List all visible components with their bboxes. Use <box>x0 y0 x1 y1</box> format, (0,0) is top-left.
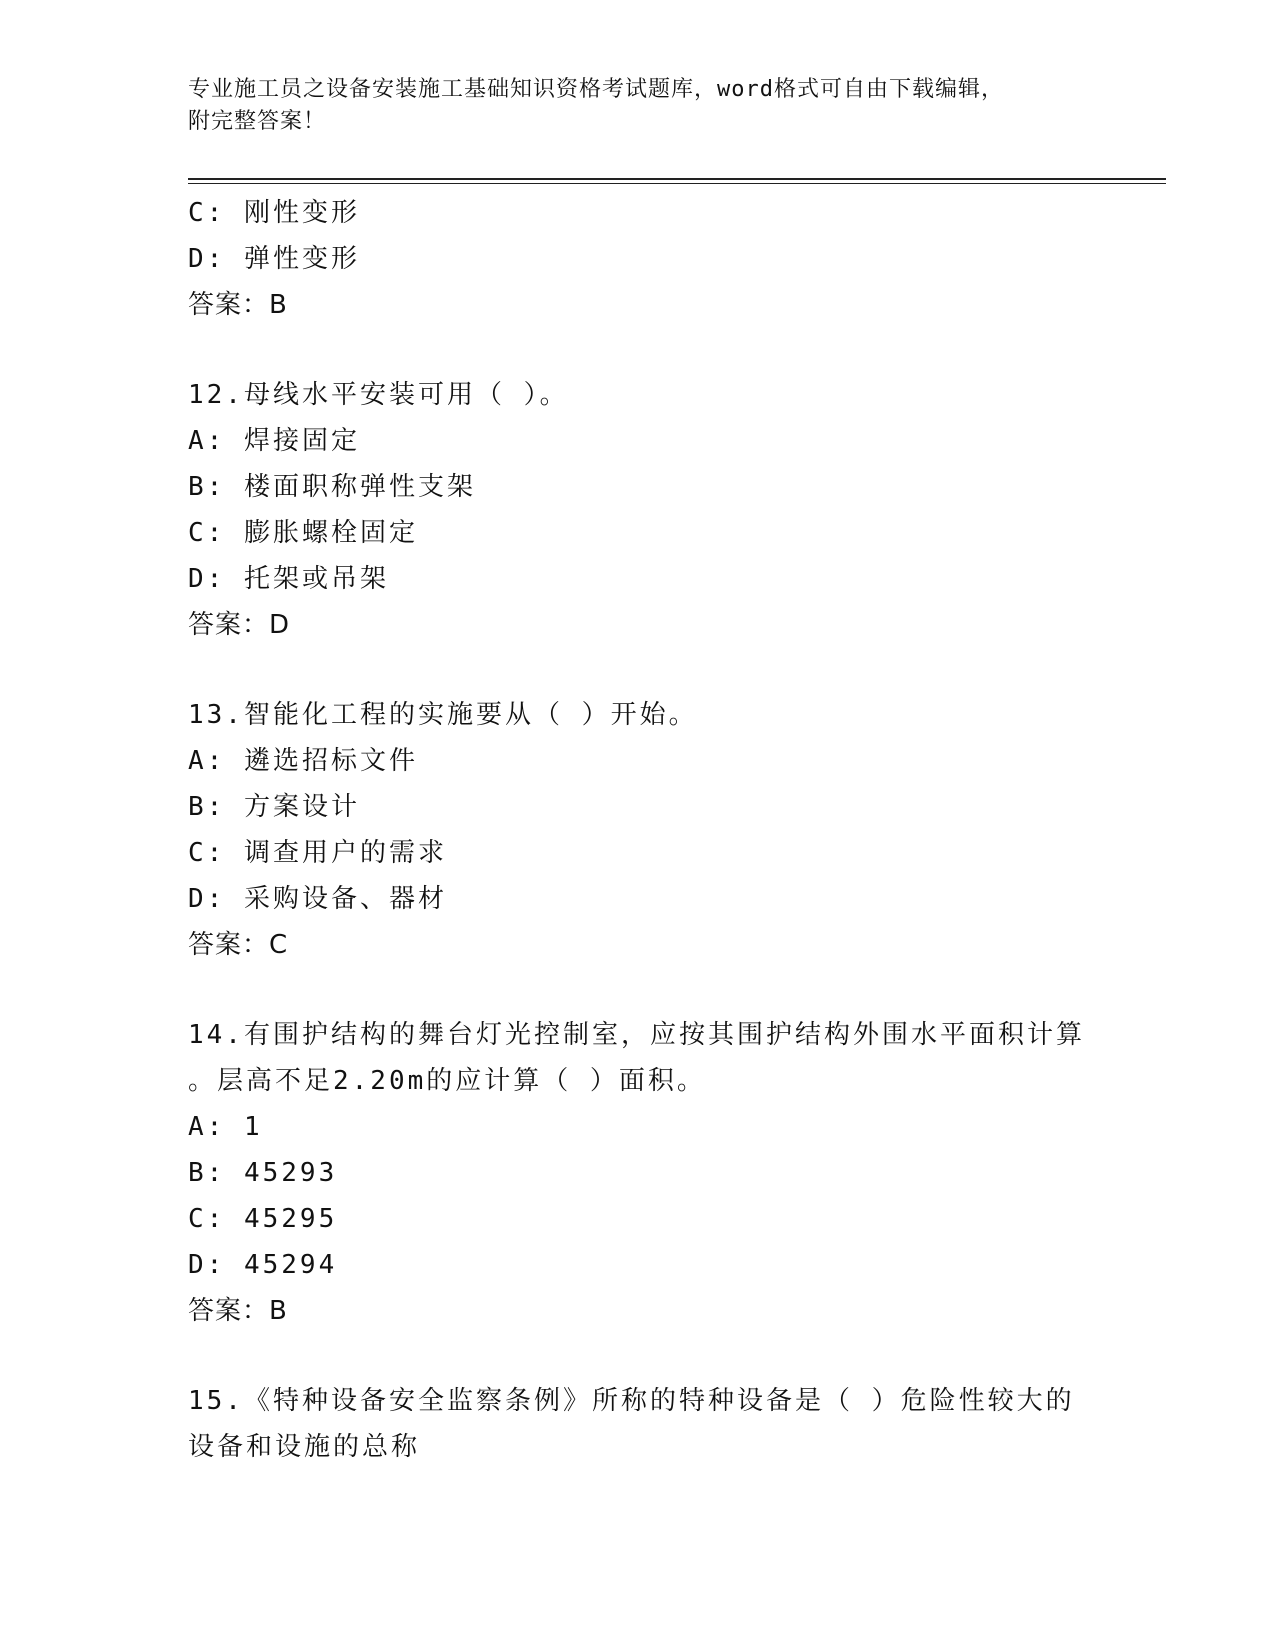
question-stem-line-2: 设备和设施的总称 <box>188 1432 421 1462</box>
option-c: C: 刚性变形 <box>188 198 360 228</box>
question-stem-line-2: 。层高不足2.20m的应计算（ ）面积。 <box>188 1066 706 1096</box>
option-d: D: 弹性变形 <box>188 244 360 274</box>
option-b: B: 楼面职称弹性支架 <box>188 472 476 502</box>
option-c: C: 调查用户的需求 <box>188 838 447 868</box>
question-stem-line-1: 15.《特种设备安全监察条例》所称的特种设备是（ ）危险性较大的 <box>188 1386 1075 1416</box>
question-stem: 12.母线水平安装可用（ ）。 <box>188 380 569 410</box>
question-15 <box>188 1378 1088 1470</box>
document-header <box>188 74 1088 138</box>
answer: 答案：B <box>188 1296 288 1326</box>
option-b: B: 45293 <box>188 1158 338 1188</box>
question-stem: 13.智能化工程的实施要从（ ）开始。 <box>188 700 698 730</box>
option-c: C: 膨胀螺栓固定 <box>188 518 418 548</box>
option-a: A: 焊接固定 <box>188 426 360 456</box>
header-divider-thin <box>188 183 1166 184</box>
question-12 <box>188 372 1088 648</box>
option-d: D: 采购设备、器材 <box>188 884 447 914</box>
question-13 <box>188 692 1088 968</box>
option-a: A: 1 <box>188 1112 263 1142</box>
answer: 答案：C <box>188 930 289 960</box>
question-14 <box>188 1012 1088 1334</box>
option-b: B: 方案设计 <box>188 792 360 822</box>
answer: 答案：B <box>188 290 288 320</box>
header-line-2: 附完整答案！ <box>188 109 327 134</box>
header-line-1: 专业施工员之设备安装施工基础知识资格考试题库，word格式可自由下载编辑， <box>188 77 1004 102</box>
option-a: A: 遴选招标文件 <box>188 746 418 776</box>
answer: 答案：D <box>188 610 291 640</box>
option-d: D: 45294 <box>188 1250 338 1280</box>
header-divider <box>188 178 1166 180</box>
question-list <box>188 190 1088 1470</box>
option-d: D: 托架或吊架 <box>188 564 389 594</box>
question-11-tail <box>188 190 1088 328</box>
option-c: C: 45295 <box>188 1204 338 1234</box>
question-stem-line-1: 14.有围护结构的舞台灯光控制室，应按其围护结构外围水平面积计算 <box>188 1020 1085 1050</box>
